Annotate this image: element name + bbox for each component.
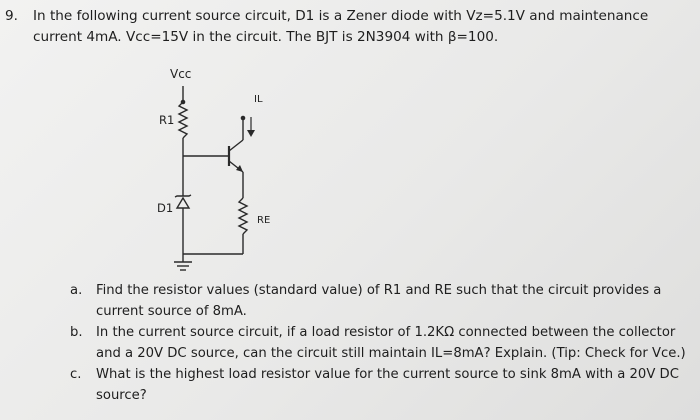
r1-resistor [179, 102, 187, 138]
re-resistor [239, 198, 247, 234]
part-c-text: What is the highest load resistor value for the current source to sink 8mA with a 20V DC source? [96, 367, 679, 403]
il-label: IL [254, 94, 263, 105]
vcc-label: Vcc [170, 67, 192, 81]
r1-label: R1 [159, 113, 175, 127]
part-c-letter: c. [70, 367, 82, 382]
zener-diode [177, 198, 189, 208]
question-text: In the following current source circuit, D1 is a Zener diode with Vz=5.1V and maintenance current 4mA. Vcc=15V in the circuit. The BJT is 2N3904 with β=100. [33, 8, 649, 45]
part-b-text: In the current source circuit, if a load resistor of 1.2KΩ connected between the collector and a 20V DC source, can the circuit still maintain IL=8mA? Explain. (Tip: Check for Vce.) [96, 325, 686, 361]
vcc-node [181, 100, 186, 105]
re-label: RE [257, 215, 271, 226]
part-a-letter: a. [70, 283, 83, 298]
question-number: 9. [5, 8, 18, 24]
il-arrow-head [247, 130, 255, 137]
bjt-collector [229, 140, 243, 151]
part-a-text: Find the resistor values (standard value) of R1 and RE such that the circuit provides a current source of 8mA. [96, 283, 662, 319]
part-b-letter: b. [70, 325, 83, 340]
d1-label: D1 [157, 201, 174, 215]
collector-node [241, 116, 246, 121]
emitter-arrow [236, 165, 243, 172]
